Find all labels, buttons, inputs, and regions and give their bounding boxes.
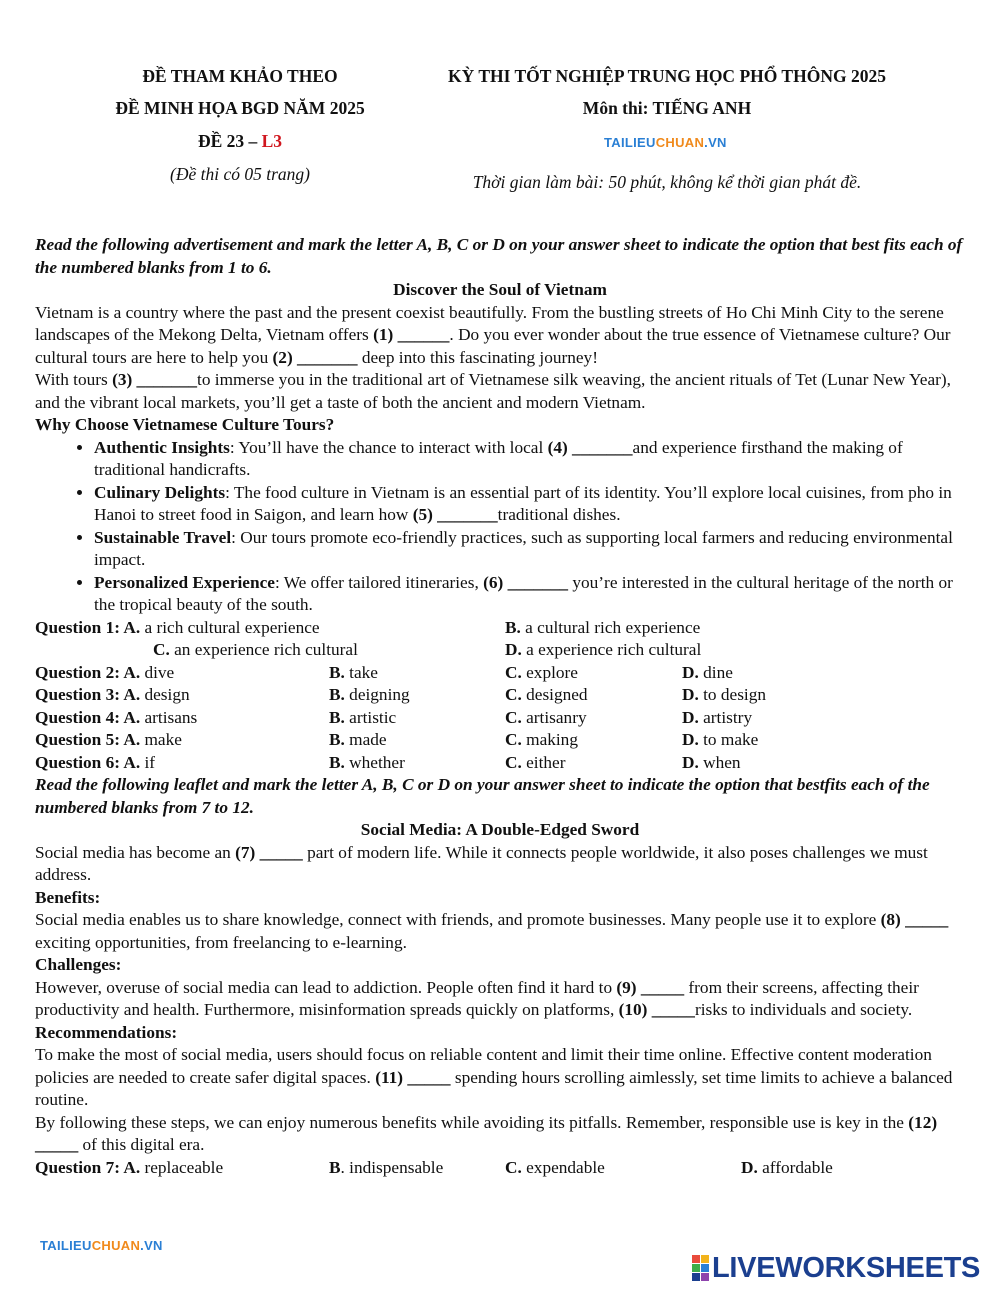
option-c[interactable]: C. [505, 707, 522, 727]
question-5: Question 5: A. make B. made C. making D. to make [35, 730, 759, 749]
section1-why-heading: Why Choose Vietnamese Culture Tours? [35, 415, 335, 434]
blank-10: (10) _____ [618, 1000, 695, 1019]
logo-part1: TAILIEU [604, 135, 656, 150]
option-d[interactable]: D. [682, 730, 699, 749]
option-d[interactable]: D. [741, 1157, 758, 1177]
blank-5: (5) _______ [412, 505, 498, 524]
option-b[interactable]: B. [505, 617, 521, 637]
option-c[interactable]: C. [505, 730, 522, 749]
header-left-line2: ĐỀ MINH HỌA BGD NĂM 2025 [115, 98, 365, 118]
option-b[interactable]: B. [329, 685, 345, 704]
list-item: • Sustainable Travel: Our tours promote eco-friendly practices, such as supporting local farmers and reducing environmental impact. [94, 527, 965, 572]
challenges-paragraph: However, overuse of social media can lead to addiction. People often find it hard to (9) _____ from their screens, affecting their productivity and health. Furthermore, misinformation spreads quickly on platforms, (10) _____risks to individuals and society. [35, 977, 919, 1019]
question-6: Question 6: A. if B. whether C. either D. when [35, 752, 741, 772]
page-count: (Đề thi có 05 trang) [170, 164, 310, 184]
option-c[interactable]: C. [505, 685, 522, 704]
blank-12: (12) _____ [35, 1112, 938, 1154]
exam-code-prefix: ĐỀ 23 – [197, 131, 262, 151]
logo-part2: CHUAN [655, 135, 705, 150]
benefits-heading: Benefits: [35, 887, 101, 907]
section1-paragraph1: Vietnam is a country where the past and the present coexist beautifully. From the bustling streets of Ho Chi Minh City to the serene landscapes of the Mekong Delta, Vietnam offers (1) ______. Do you ever wonder about the true essence of Vietnamese culture? Our cultural tours are here to help you (2) _______ deep into this fascinating journey! [35, 302, 951, 367]
blank-8: (8) _____ [880, 910, 949, 929]
exam-subject: Môn thi: TIẾNG ANH [582, 98, 752, 118]
list-item: • Culinary Delights: The food culture in Vietnam is an essential part of its identity. You’ll explore local cuisines, from pho in Hanoi to street food in Saigon, and learn how (5) _______traditional dishes. [94, 482, 965, 527]
option-a[interactable]: A. [123, 730, 141, 749]
option-d[interactable]: D. [682, 662, 699, 682]
question-3: Question 3: A. design B. deigning C. designed D. to design [35, 685, 767, 704]
liveworksheets-text: LIVEWORKSHEETS [712, 1251, 981, 1284]
blank-11: (11) _____ [375, 1067, 451, 1087]
option-c[interactable]: C. [505, 752, 522, 772]
challenges-heading: Challenges: [35, 955, 122, 974]
blank-6: (6) _______ [483, 572, 569, 592]
option-d[interactable]: D. [682, 685, 699, 704]
logo-part3: .VN [704, 135, 727, 150]
blank-2: (2) _______ [272, 347, 358, 367]
option-a[interactable]: A. [123, 707, 141, 727]
option-d[interactable]: D. [682, 752, 699, 772]
exam-code [60, 131, 420, 152]
section1-paragraph2: With tours (3) _______to immerse you in the traditional art of Vietnamese silk weaving, the ancient rituals of Tet (Lunar New Year), and the vibrant local markets, you’ll get a taste of both the ancient and modern Vietnam. [35, 370, 951, 412]
blank-4: (4) _______ [547, 437, 633, 457]
blank-3: (3) _______ [112, 370, 198, 389]
blank-7: (7) _____ [235, 842, 303, 862]
option-c[interactable]: C. [505, 1157, 522, 1177]
option-b[interactable]: B. [329, 662, 345, 682]
question-2: Question 2: A. dive B. take C. explore D. dine [35, 662, 733, 682]
section1-title: Discover the Soul of Vietnam [393, 280, 607, 299]
liveworksheets-logo[interactable] [692, 1252, 980, 1284]
exam-title: KỲ THI TỐT NGHIỆP TRUNG HỌC PHỔ THÔNG 2025 [448, 66, 886, 86]
option-b[interactable]: B. [329, 730, 345, 749]
option-b[interactable]: B. [329, 752, 345, 772]
benefits-list [35, 437, 965, 617]
section2-instruction: Read the following leaflet and mark the letter A, B, C or D on your answer sheet to indicate the option that bestfits each of the numbered blanks from 7 to 12. [35, 775, 930, 817]
liveworksheets-icon [692, 1255, 709, 1281]
list-item: • Authentic Insights: You’ll have the chance to interact with local (4) _______and experience firsthand the making of traditional handicrafts. [94, 437, 965, 482]
blank-9: (9) _____ [616, 977, 685, 997]
benefits-paragraph: Social media enables us to share knowledge, connect with friends, and promote businesses. Many people use it to explore (8) _____ exciting opportunities, from freelancing to e-learning. [35, 910, 949, 952]
question-4: Question 4: A. artisans B. artistic C. artisanry D. artistry [35, 707, 753, 727]
exam-content [35, 234, 965, 1179]
recommendations-paragraph: To make the most of social media, users should focus on reliable content and limit their time online. Effective content moderation policies are needed to create safer digital spaces. (11) _____ spending hours scrolling aimlessly, set time limits to achieve a balanced routine. [35, 1045, 953, 1109]
option-a[interactable]: A. [123, 1157, 141, 1177]
option-c[interactable]: C. [153, 640, 170, 659]
exam-time: Thời gian làm bài: 50 phút, không kể thời gian phát đề. [472, 172, 862, 192]
option-a[interactable]: A. [123, 752, 141, 772]
question-1-row2: C. an experience rich cultural D. a experience rich cultural [153, 640, 702, 659]
section1-instruction: Read the following advertisement and mark the letter A, B, C or D on your answer sheet to indicate the option that best fits each of the numbered blanks from 1 to 6. [35, 235, 963, 277]
option-c[interactable]: C. [505, 662, 522, 682]
option-d[interactable]: D. [682, 707, 699, 727]
section2-paragraph1: Social media has become an (7) _____ part of modern life. While it connects people worldwide, it also poses challenges we must address. [35, 842, 928, 884]
header-left-line1: ĐỀ THAM KHẢO THEO [142, 66, 338, 86]
option-a[interactable]: A. [123, 685, 141, 704]
list-item: • Personalized Experience: We offer tailored itineraries, (6) _______ you’re interested in the cultural heritage of the north or the tropical beauty of the south. [94, 572, 965, 617]
final-paragraph: By following these steps, we can enjoy numerous benefits while avoiding its pitfalls. Remember, responsible use is key in the (12) _____ of this digital era. [35, 1112, 938, 1154]
tailieuchuan-logo-header [604, 135, 727, 150]
option-a[interactable]: A. [123, 662, 141, 682]
option-a[interactable]: A. [123, 617, 141, 637]
section2-title: Social Media: A Double-Edged Sword [360, 820, 640, 839]
option-b[interactable]: B. [329, 707, 345, 727]
option-d[interactable]: D. [505, 640, 522, 659]
question-1: Question 1: A. a rich cultural experience B. a cultural rich experience [35, 617, 701, 637]
option-b[interactable]: B [329, 1157, 341, 1177]
question-7: Question 7: A. replaceable B. indispensable C. expendable D. affordable [35, 1157, 833, 1177]
recommendations-heading: Recommendations: [35, 1022, 178, 1042]
exam-code-suffix: L3 [261, 131, 283, 151]
blank-1: (1) ______ [373, 325, 450, 344]
tailieuchuan-logo-footer: TAILIEUCHUAN.VN [40, 1238, 163, 1253]
